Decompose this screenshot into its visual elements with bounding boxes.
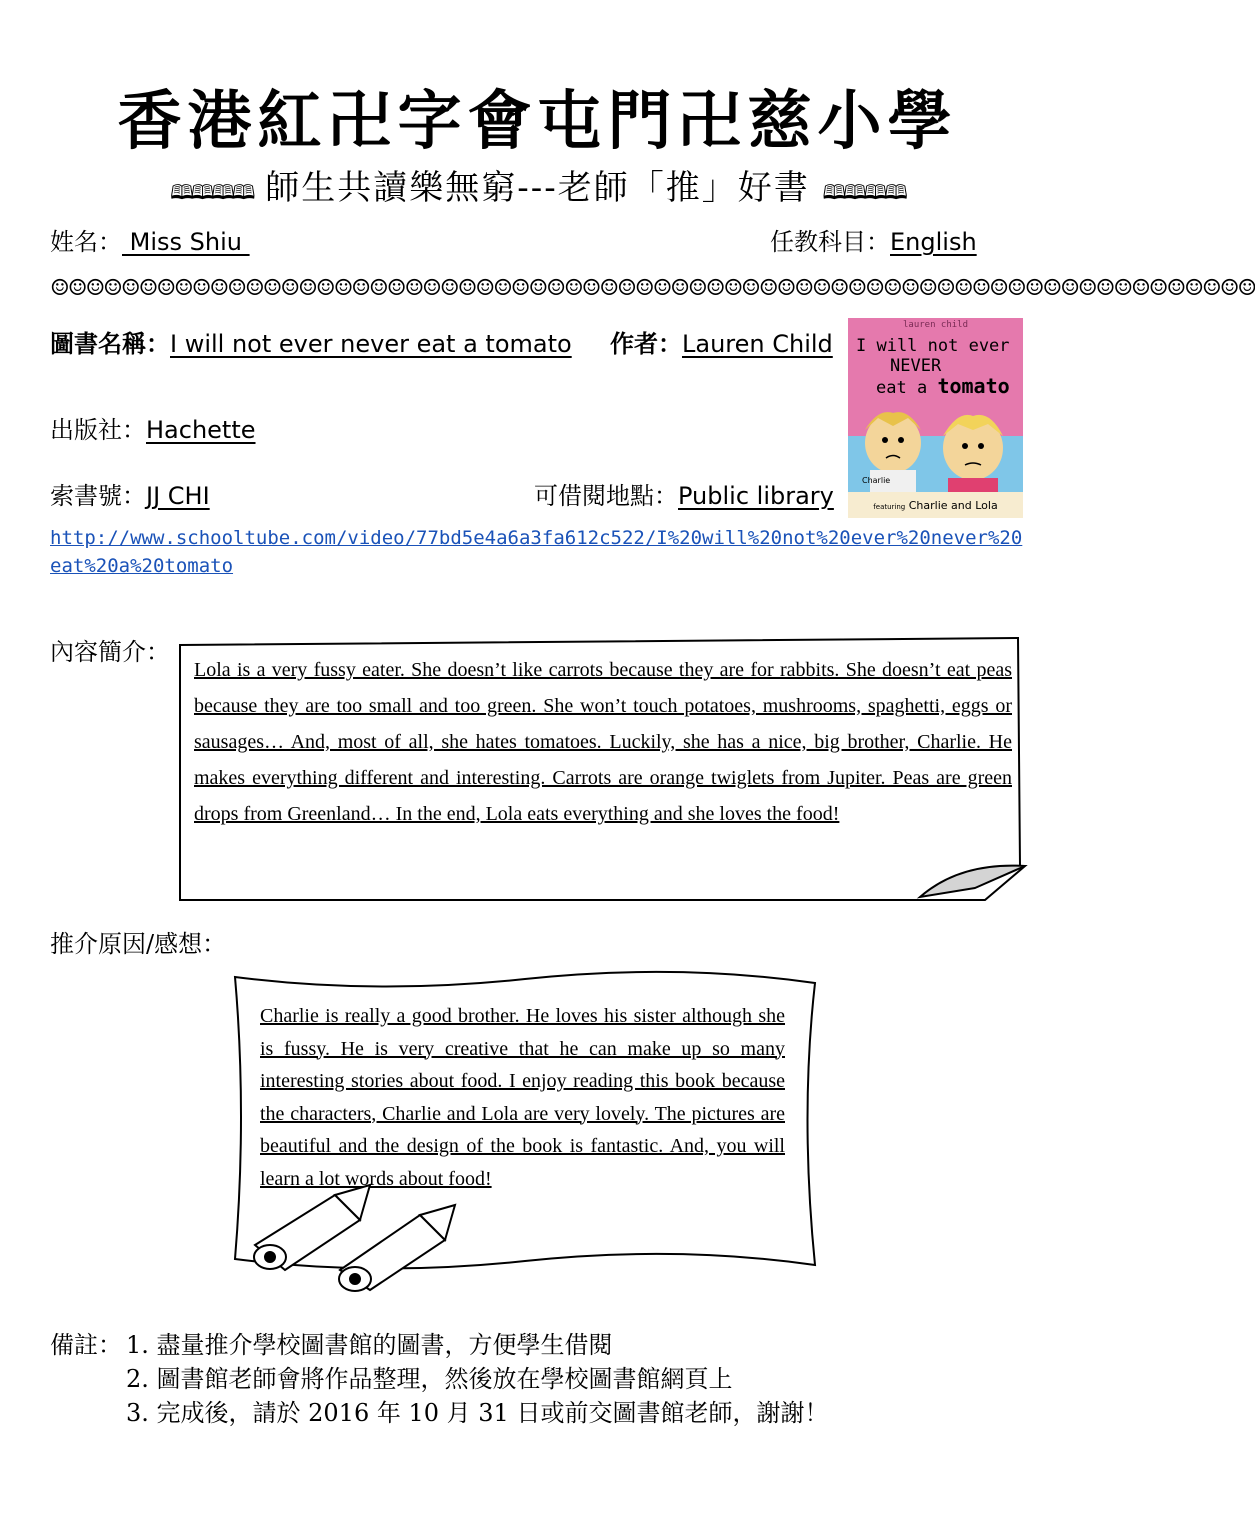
reason-text: Charlie is really a good brother. He loves his sister although she is fussy. He is very creative that he can make up so many interesting stories about food. I enjoy reading this book because the characters, Charlie and Lola are very lovely. The pictures are beautiful and the design of the book is fantastic. And, you will learn a lot words about food! <box>260 1005 785 1190</box>
subject-row <box>770 222 977 257</box>
book-icon: 🕮🕮🕮🕮 <box>822 180 905 204</box>
subject-label: 任教科目： <box>770 228 890 256</box>
teacher-name-row <box>50 222 250 257</box>
location-value: Public library <box>678 482 834 510</box>
call-number-value: JJ CHI <box>146 482 210 510</box>
book-title-row <box>50 324 572 359</box>
cover-title-word: tomato <box>937 374 1010 398</box>
reason-label: 推介原因/感想： <box>50 930 227 958</box>
pencils-icon <box>240 1175 480 1295</box>
publisher-label: 出版社： <box>50 416 146 444</box>
subtitle-text: 師生共讀樂無窮---老師「推」好書 <box>265 168 810 208</box>
cover-title-line: I will not ever <box>856 336 1010 356</box>
cover-title-word: eat a <box>876 378 928 398</box>
summary-text: Lola is a very fussy eater. She doesn’t like carrots because they are for rabbits. She doesn’t eat peas because they are too small and too green. She won’t touch potatoes, mushrooms, spaghetti, eggs or sausages… And, most of all, she hates tomatoes. Luckily, she has a nice, big brother, Charlie. He makes everything different and interesting. Carrots are orange twiglets from Jupiter. Peas are green drops from Greenland… In the end, Lola eats everything and she loves the food! <box>194 659 1012 825</box>
book-icon: 🕮🕮🕮🕮 <box>170 180 253 204</box>
cover-title-line: NEVER <box>890 356 942 376</box>
location-row <box>534 476 834 511</box>
notes-label: 備註： <box>50 1331 122 1359</box>
title-label: 圖書名稱： <box>50 329 170 358</box>
video-link[interactable]: http://www.schooltube.com/video/77bd5e4a6a3fa612c522/I%20will%20not%20ever%20never%20eat%20a%20tomato <box>50 527 1023 577</box>
cover-illustration <box>848 318 1023 518</box>
summary-label: 內容簡介： <box>50 638 170 666</box>
cover-footer-text: Charlie and Lola <box>908 499 998 512</box>
notes-item: 1. 盡量推介學校圖書館的圖書，方便學生借閱 <box>126 1331 613 1359</box>
author-value: Lauren Child <box>682 330 833 358</box>
publisher-value: Hachette <box>146 416 256 444</box>
author-row <box>610 324 833 359</box>
location-label: 可借閱地點： <box>534 482 678 510</box>
cover-footer-prefix: featuring <box>873 503 906 511</box>
name-label: 姓名： <box>50 228 122 256</box>
title-value: I will not ever never eat a tomato <box>170 330 572 358</box>
cover-author: lauren child <box>902 320 969 330</box>
smiley-divider: ☺☺☺☺☺☺☺☺☺☺☺☺☺☺☺☺☺☺☺☺☺☺☺☺☺☺☺☺☺☺☺☺☺☺☺☺☺☺☺☺☺☺☺☺☺☺☺☺☺☺☺☺☺☺☺☺☺☺☺☺☺☺☺☺☺☺☺☺ <box>50 276 1255 301</box>
publisher-row <box>50 410 256 445</box>
author-label: 作者： <box>610 329 682 358</box>
book-cover-image <box>848 318 1023 518</box>
notes-item: 3. 完成後，請於 2016 年 10 月 31 日或前交圖書館老師，謝謝！ <box>126 1399 829 1427</box>
call-number-label: 索書號： <box>50 482 146 510</box>
page-subtitle <box>0 160 1075 212</box>
subject-value: English <box>890 228 977 256</box>
cover-footer <box>848 499 1023 512</box>
notes-item: 2. 圖書館老師會將作品整理，然後放在學校圖書館網頁上 <box>126 1365 733 1393</box>
call-number-row <box>50 476 210 511</box>
school-name: 香港紅卍字會屯門卍慈小學 <box>117 84 958 159</box>
name-value: Miss Shiu <box>122 228 250 256</box>
cover-character-label: Charlie <box>862 476 891 485</box>
